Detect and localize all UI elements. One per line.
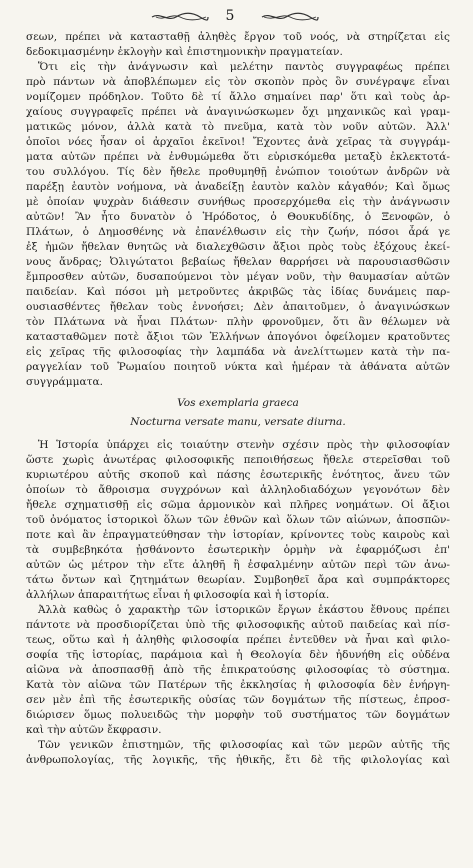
text-line: ἤθελε σχηματισθῇ εἰς σῶμα ἁρμονικὸν καὶ πλῆρες νοημάτων. Οἱ ἄξιοι — [26, 499, 450, 511]
paragraph-general-sciences — [26, 738, 450, 768]
text-line: Κατὰ τὸν αἰῶνα τῶν Πατέρων τῆς ἐκκλησίας ἡ φιλοσοφία δὲν ἐνήργη- — [26, 679, 450, 691]
text-line: ραγγελίαν τοῦ Ῥωμαίου ποιητοῦ νύκτα καὶ ἡμέραν τὰ ἀθάνατα αὐτῶν — [26, 361, 450, 373]
text-line: κατασταθῶμεν ποτὲ ἄξιοι τῶν Ἑλλήνων ἀπογόνοι ὀφείλομεν κρατοῦντες — [26, 331, 450, 343]
text-line: ὥστε χωρὶς ἀνωτέρας φιλοσοφικῆς πεποιθήσεως ἤθελε στερεῖσθαι τοῦ — [26, 454, 450, 466]
text-line: διώρισεν ὅμως πολυειδῶς τὴν μορφὴν τοῦ συστήματος τῶν δογμάτων — [26, 709, 450, 721]
text-line: τὸν Πλάτωνα νὰ ἦναι Πλάτων· πλὴν φρονοῦμεν, ὅτι ἂν θέλωμεν νὰ — [26, 316, 450, 328]
text-line: του συλλόγου. Τίς δὲν ἤθελε προθυμηθῇ ἐνώπιον τοιούτων ἀνδρῶν νὰ — [26, 166, 450, 178]
text-line: ουσιασθέντες ἤθελαν τοὺς ἐννοήσει; Δὲν ἀπαιτοῦμεν, ὁ ἀναγινώσκων — [26, 301, 450, 313]
text-line: Τῶν γενικῶν ἐπιστημῶν, τῆς φιλοσοφίας καὶ τῶν μερῶν αὐτῆς τῆς — [38, 739, 450, 751]
text-line: ποτε καὶ ἂν ἐπραγματεύθησαν τὴν ἱστορίαν, κρίνοντες τοὺς καιροὺς καὶ — [26, 529, 450, 541]
text-line: τεως, οὕτω καὶ ἡ ἀληθὴς φιλοσοφία πρέπει ἐντεῦθεν νὰ ἦναι καὶ φιλο- — [26, 634, 450, 646]
text-line: ὁποίων τὸ ἄθροισμα συγχρόνων καὶ ἀλληλοδιαδόχων γεγονότων δὲν — [26, 484, 450, 496]
ornament-right-icon — [260, 12, 320, 22]
text-line: αἰῶνα νὰ ἀποσπασθῇ ἀπὸ τῆς ἐπικρατούσης φιλοσοφίας τὸ σύστημα. — [26, 664, 450, 676]
text-line: αὐτῶν ὡς μέτρον τὴν εἴτε ἀληθῆ ἢ ἐσφαλμένην αὐτῶν περὶ τῶν ἀνω- — [26, 559, 450, 571]
paragraph-continuation — [26, 30, 450, 60]
text-line: ὁποῖοι νόες ἦσαν οἱ ἀρχαῖοι ἐκεῖνοι! Ἔχοντες ἀνὰ χεῖρας τὰ συγγράμ- — [26, 136, 450, 148]
text-line: ἀνθρωπολογίας, τῆς λογικῆς, τῆς ἠθικῆς, ἔτι δὲ τῆς φιλολογίας καὶ — [26, 754, 450, 766]
text-line: χαίους συγγραφεῖς πρέπει νὰ ἀναγινώσκωμεν ὄχι μηχανικῶς καὶ γραμ- — [26, 106, 450, 118]
text-line: μὲ ὁποίαν ψυχρὰν διάθεσιν συνήθως προσερχόμεθα εἰς τὴν ἀνάγνωσιν — [26, 196, 450, 208]
text-line: παρέξῃ ἑαυτὸν νοήμονα, νὰ ἀναδείξῃ ἑαυτὸν καλὸν κἀγαθόν; Καὶ ὅμως — [26, 181, 450, 193]
text-line: Πλάτων, ὁ Δημοσθένης νὰ ἐπανέλθωσιν εἰς τὴν ζωήν, πόσοι ἆρά γε — [26, 226, 450, 238]
text-line: ἀλλήλων ἀπαραιτήτως εἶναι ἡ φιλοσοφία καὶ ἡ ἱστορία. — [26, 589, 330, 601]
page-header — [0, 6, 473, 28]
text-line: συγγράμματα. — [26, 376, 104, 388]
text-line: καὶ τὴν αὐτῶν ἔκφρασιν. — [26, 724, 162, 736]
text-line: τοῦ ὀνόματος ἱστορικοὶ ὅλων τῶν ἐθνῶν καὶ ὅλων τῶν αἰώνων, ἀποσπῶν- — [26, 514, 450, 526]
text-line: εἰς χεῖρας τῆς φιλοσοφίας τὴν λαμπάδα νὰ ἀνελίττωμεν κατὰ τὴν πα- — [26, 346, 450, 358]
page-body — [26, 30, 450, 768]
text-line: νομίζομεν πρόδηλον. Τοῦτο δὲ τί ἄλλο σημαίνει παρ' ὅτι καὶ τοὺς ἀρ- — [26, 91, 450, 103]
text-line: πάντοτε νὰ προσδιορίζεται ὑπὸ τῆς φιλοσοφικῆς αὐτοῦ παιδείας καὶ πίσ- — [26, 619, 450, 631]
text-line: Ἀλλὰ καθὼς ὁ χαρακτὴρ τῶν ἱστορικῶν ἔργων ἑκάστου ἔθνους πρέπει — [38, 604, 450, 616]
text-line: σεν μὲν ἐπὶ τῆς ἐσωτερικῆς οὐσίας τῶν δογμάτων τῆς πίστεως, ἐπροσ- — [26, 694, 450, 706]
text-line: ἐξ ἡμῶν ἤθελαν θνητῶς νὰ διαλεχθῶσιν ἄξιοι πρὸς τοὺς ἐξόχους ἐκεί- — [26, 241, 450, 253]
text-line: ματα αὐτῶν πρέπει νὰ ἐνθυμώμεθα ὅτι εὑρισκόμεθα μεταξὺ ἐκλεκτοτά- — [26, 151, 450, 163]
text-line: παιδείαν. Καὶ πόσοι μὴ μετροῦντες ἀκριβῶς τὰς ἰδίας δυνάμεις παρ- — [26, 286, 450, 298]
text-line: σοφία τῆς ἱστορίας, παράμοια καὶ ἡ Θεολογία δὲν ἠδυνήθη εἰς οὐδένα — [26, 649, 450, 661]
page-number: 5 — [225, 8, 235, 24]
text-line: κυριωτέρου αὐτῆς σκοποῦ καὶ πάσης ἐσωτερικῆς ἑνότητος, ἄνευ τῶν — [26, 469, 450, 481]
text-line: σεων, πρέπει νὰ κατασταθῇ ἀληθὲς ἔργον τοῦ νοός, νὰ στηρίζεται εἰς — [26, 31, 450, 43]
text-line: ἔμπροσθεν αὐτῶν, δυσαπούμενοι τὸν μέγαν νοῦν, τὴν θαυμασίαν αὐτῶν — [26, 271, 450, 283]
text-line: ματικῶς μόνον, ἀλλὰ κατὰ τὸ πνεῦμα, κατὰ τὸν νοῦν αὐτῶν. Ἀλλ' — [26, 121, 450, 133]
latin-quote-line-2: Nocturna versate manu, versate diurna. — [130, 416, 346, 428]
text-line: Ἡ Ἱστορία ὑπάρχει εἰς τοιαύτην στενὴν σχέσιν πρὸς τὴν φιλοσοφίαν — [38, 439, 450, 451]
text-line: δεδοκιμασμένην ἐκλογὴν καὶ ἐπιστημονικὴν πραγματείαν. — [26, 46, 343, 58]
text-line: Ὅτι εἰς τὴν ἀνάγνωσιν καὶ μελέτην παντὸς συγγραφέως πρέπει — [38, 61, 450, 73]
text-line: αὐτῶν! Ἂν ἦτο δυνατὸν ὁ Ἡρόδοτος, ὁ Θουκυδίδης, ὁ Ξενοφῶν, ὁ — [26, 211, 450, 223]
latin-quote-line-1: Vos exemplaria graeca — [177, 397, 299, 409]
text-line: νους ἄνδρας; Ὀλιγώτατοι βεβαίως ἤθελαν θαρρήσει νὰ παρουσιασθῶσιν — [26, 256, 450, 268]
text-line: πρὸ πάντων νὰ ἀποβλέπωμεν εἰς τὸν σκοπὸν πρὸς ὃν συνέγραψε εἶναι — [26, 76, 450, 88]
text-line: τὰ συμβεβηκότα ᾐσθάνοντο ἐσωτερικὴν ὁρμὴν νὰ ἐφαρμόζωσι ἐπ' — [26, 544, 450, 556]
paragraph-history-philosophy — [26, 438, 450, 603]
text-line: τάτω ὄντων καὶ ζητημάτων θεωρίαν. Συμβοηθεῖ ἄρα καὶ συμπράκτορες — [26, 574, 450, 586]
paragraph-reading-ancients — [26, 60, 450, 390]
ornament-left-icon — [150, 12, 210, 22]
paragraph-character-of-works — [26, 603, 450, 738]
